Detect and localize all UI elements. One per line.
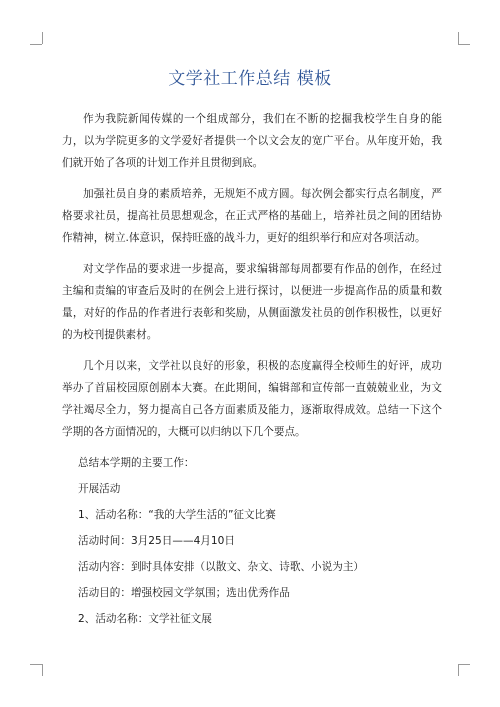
summary-heading: 总结本学期的主要工作：: [78, 457, 195, 469]
body-paragraph: 加强社员自身的素质培养，无规矩不成方圆。每次例会都实行点名制度，严格要求社员，提高社员思想观念，在正式严格的基础上，培养社员之间的团结协作精神，树立.体意识，保持旺盛的战斗力，更好的组织举行和应对各项活动。: [62, 188, 442, 244]
crop-mark-bottom-left-h: [30, 664, 42, 665]
crop-mark-bottom-left-v: [42, 664, 43, 676]
activity-name: 1、活动名称：“我的大学生活的”征文比赛: [78, 509, 276, 521]
activity-time: 活动时间：3月25日——4月10日: [78, 535, 235, 547]
crop-mark-bottom-right-v: [458, 664, 459, 676]
crop-mark-top-right-v: [458, 32, 459, 44]
activity-name: 2、活动名称：文学社征文展: [78, 613, 212, 625]
body-paragraph: 对文学作品的要求进一步提高，要求编辑部每周都要有作品的创作，在经过主编和责编的审查后及时的在例会上进行探讨，以便进一步提高作品的质量和数量，对好的作品的作者进行表彰和奖励，从侧面激发社员的创作积极性，以更好的为校刊提供素材。: [62, 263, 442, 341]
crop-mark-top-left-v: [42, 32, 43, 44]
activity-purpose: 活动目的：增强校园文学氛围；选出优秀作品: [78, 587, 290, 599]
body-paragraph: 几个月以来，文学社以良好的形象，积极的态度赢得全校师生的好评，成功举办了首届校园原创剧本大赛。在此期间，编辑部和宣传部一直兢兢业业，为文学社竭尽全力，努力提高自己各方面素质及能力，逐渐取得成效。总结一下这个学期的各方面情况的，大概可以归纳以下几个要点。: [62, 360, 442, 438]
section-heading: 开展活动: [78, 483, 121, 495]
document-title: 文学社工作总结 模板: [168, 69, 332, 89]
crop-mark-top-right-h: [458, 44, 470, 45]
body-paragraph: 作为我院新闻传媒的一个组成部分，我们在不断的挖掘我校学生自身的能力，以为学院更多的文学爱好者提供一个以文会友的宽广平台。从年度开始，我们就开始了各项的计划工作并且贯彻到底。: [62, 113, 442, 169]
crop-mark-top-left-h: [30, 44, 42, 45]
crop-mark-bottom-right-h: [458, 664, 470, 665]
activity-content: 活动内容：到时具体安排（以散文、杂文、诗歌、小说为主）: [78, 561, 365, 573]
document-body: [62, 108, 442, 634]
